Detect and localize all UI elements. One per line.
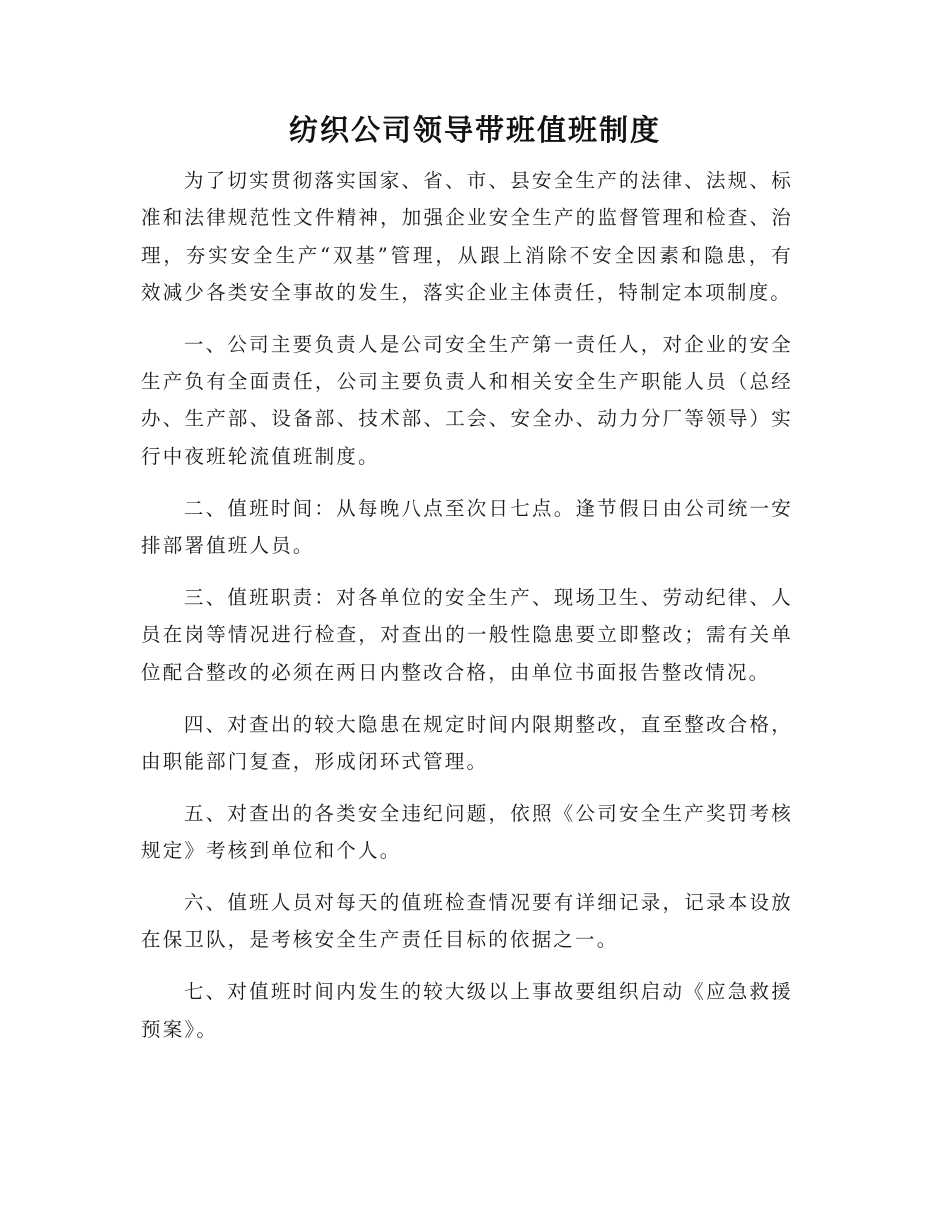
paragraph-preamble: 为了切实贯彻落实国家、省、市、县安全生产的法律、法规、标准和法律规范性文件精神，加强企业安全生产的监督管理和检查、治理，夯实安全生产“双基”管理，从跟上消除不安全因素和隐患，有效减少各类安全事故的发生，落实企业主体责任，特制定本项制度。 xyxy=(141,169,793,304)
paragraph-article-7: 七、对值班时间内发生的较大级以上事故要组织启动《应急救援预案》。 xyxy=(141,980,793,1041)
paragraph-article-3: 三、值班职责：对各单位的安全生产、现场卫生、劳动纪律、人员在岗等情况进行检查，对查出的一般性隐患要立即整改；需有关单位配合整改的必须在两日内整改合格，由单位书面报告整改情况。 xyxy=(141,586,793,684)
paragraph-article-2: 二、值班时间：从每晚八点至次日七点。逢节假日由公司统一安排部署值班人员。 xyxy=(141,496,793,558)
document-body xyxy=(141,162,793,1063)
paragraph-article-6: 六、值班人员对每天的值班检查情况要有详细记录，记录本设放在保卫队，是考核安全生产责任目标的依据之一。 xyxy=(141,891,793,952)
paragraph-article-1: 一、公司主要负责人是公司安全生产第一责任人，对企业的安全生产负有全面责任，公司主要负责人和相关安全生产职能人员（总经办、生产部、设备部、技术部、工会、安全办、动力分厂等领导）实行中夜班轮流值班制度。 xyxy=(141,332,793,468)
paragraph-article-4: 四、对查出的较大隐患在规定时间内限期整改，直至整改合格，由职能部门复查，形成闭环式管理。 xyxy=(141,712,793,773)
paragraph-article-5: 五、对查出的各类安全违纪问题，依照《公司安全生产奖罚考核规定》考核到单位和个人。 xyxy=(141,801,793,863)
document-title: 纺织公司领导带班值班制度 xyxy=(288,113,661,147)
